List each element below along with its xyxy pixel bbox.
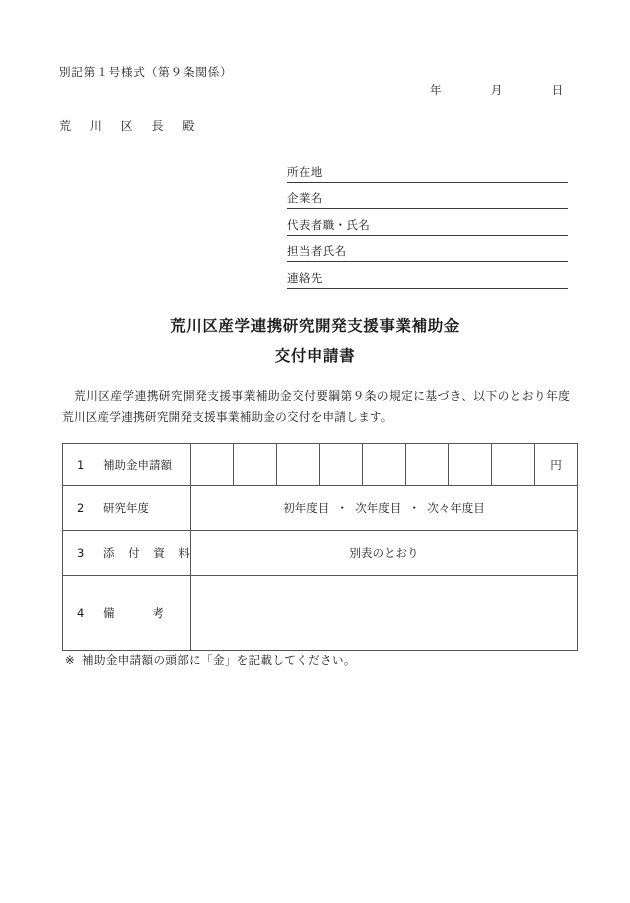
option-separator-2: ・ — [408, 501, 420, 515]
field-label-location: 所在地 — [287, 164, 323, 179]
footnote — [65, 652, 356, 668]
field-row-representative[interactable] — [287, 209, 568, 236]
field-row-company[interactable] — [287, 183, 568, 210]
field-row-contact-info[interactable] — [287, 262, 568, 289]
remarks-value[interactable] — [191, 576, 578, 651]
amount-digit-box-4[interactable] — [320, 444, 363, 486]
page-title — [0, 311, 630, 371]
row-label-text-amount: 補助金申請額 — [103, 457, 172, 472]
date-month-label: 月 — [490, 83, 503, 97]
research-year-option-third[interactable]: 次々年度目 — [427, 501, 485, 515]
table-row-amount — [63, 444, 578, 486]
body-paragraph — [62, 386, 570, 428]
application-table — [62, 443, 578, 651]
row-number-2: 2 — [77, 501, 85, 515]
row-number-4: 4 — [77, 606, 85, 620]
research-year-option-first[interactable]: 初年度目 — [283, 501, 330, 515]
footnote-mark-icon: ※ — [65, 653, 76, 667]
table-row-attachments — [63, 531, 578, 576]
amount-digit-box-6[interactable] — [406, 444, 449, 486]
option-separator-1: ・ — [336, 501, 348, 515]
applicant-fields — [287, 156, 568, 289]
page-title-line2: 交付申請書 — [274, 347, 356, 365]
amount-digit-box-5[interactable] — [363, 444, 406, 486]
date-year-label: 年 — [430, 83, 442, 97]
table-row-research-year — [63, 486, 578, 531]
attachments-value: 別表のとおり — [191, 531, 578, 576]
amount-digit-box-3[interactable] — [277, 444, 320, 486]
row-label-text-research-year: 研究年度 — [103, 501, 149, 515]
form-number: 別記第１号様式（第９条関係） — [59, 65, 233, 79]
field-row-contact-person[interactable] — [287, 236, 568, 263]
table-row-remarks — [63, 576, 578, 651]
row-label-amount — [63, 444, 191, 486]
field-row-location[interactable] — [287, 156, 568, 183]
field-label-contact-info: 連絡先 — [287, 270, 323, 285]
amount-digit-box-7[interactable] — [449, 444, 492, 486]
research-year-options — [191, 486, 578, 531]
row-label-text-remarks: 備 考 — [103, 606, 169, 620]
body-paragraph-line1: 荒川区産学連携研究開発支援事業補助金交付要綱第９条の規定に基づき、以下のとおり — [74, 389, 547, 403]
page-title-line1: 荒川区産学連携研究開発支援事業補助金 — [170, 317, 460, 335]
row-number-3: 3 — [77, 546, 85, 560]
addressee: 荒 川 区 長 殿 — [59, 119, 202, 133]
field-label-company: 企業名 — [287, 191, 323, 205]
amount-digit-box-8[interactable] — [492, 444, 535, 486]
body-paragraph-line2: 年度荒川区産学連携研究開発支援事業補助金の交付を申請します。 — [62, 389, 570, 424]
amount-digit-box-1[interactable] — [191, 444, 234, 486]
row-number-1: 1 — [77, 457, 85, 472]
field-label-contact-person: 担当者氏名 — [287, 244, 347, 258]
row-label-research-year — [63, 486, 191, 531]
date-day-label: 日 — [551, 83, 564, 97]
amount-digit-box-2[interactable] — [234, 444, 277, 486]
amount-unit-yen: 円 — [535, 444, 578, 486]
date-line — [430, 82, 563, 98]
research-year-option-second[interactable]: 次年度目 — [355, 501, 402, 515]
field-label-representative: 代表者職・氏名 — [287, 217, 371, 232]
footnote-text: 補助金申請額の頭部に「金」を記載してください。 — [82, 653, 356, 667]
row-label-attachments — [63, 531, 195, 576]
row-label-text-attachments: 添 付 資 料 — [103, 546, 195, 560]
row-label-remarks — [63, 576, 191, 651]
